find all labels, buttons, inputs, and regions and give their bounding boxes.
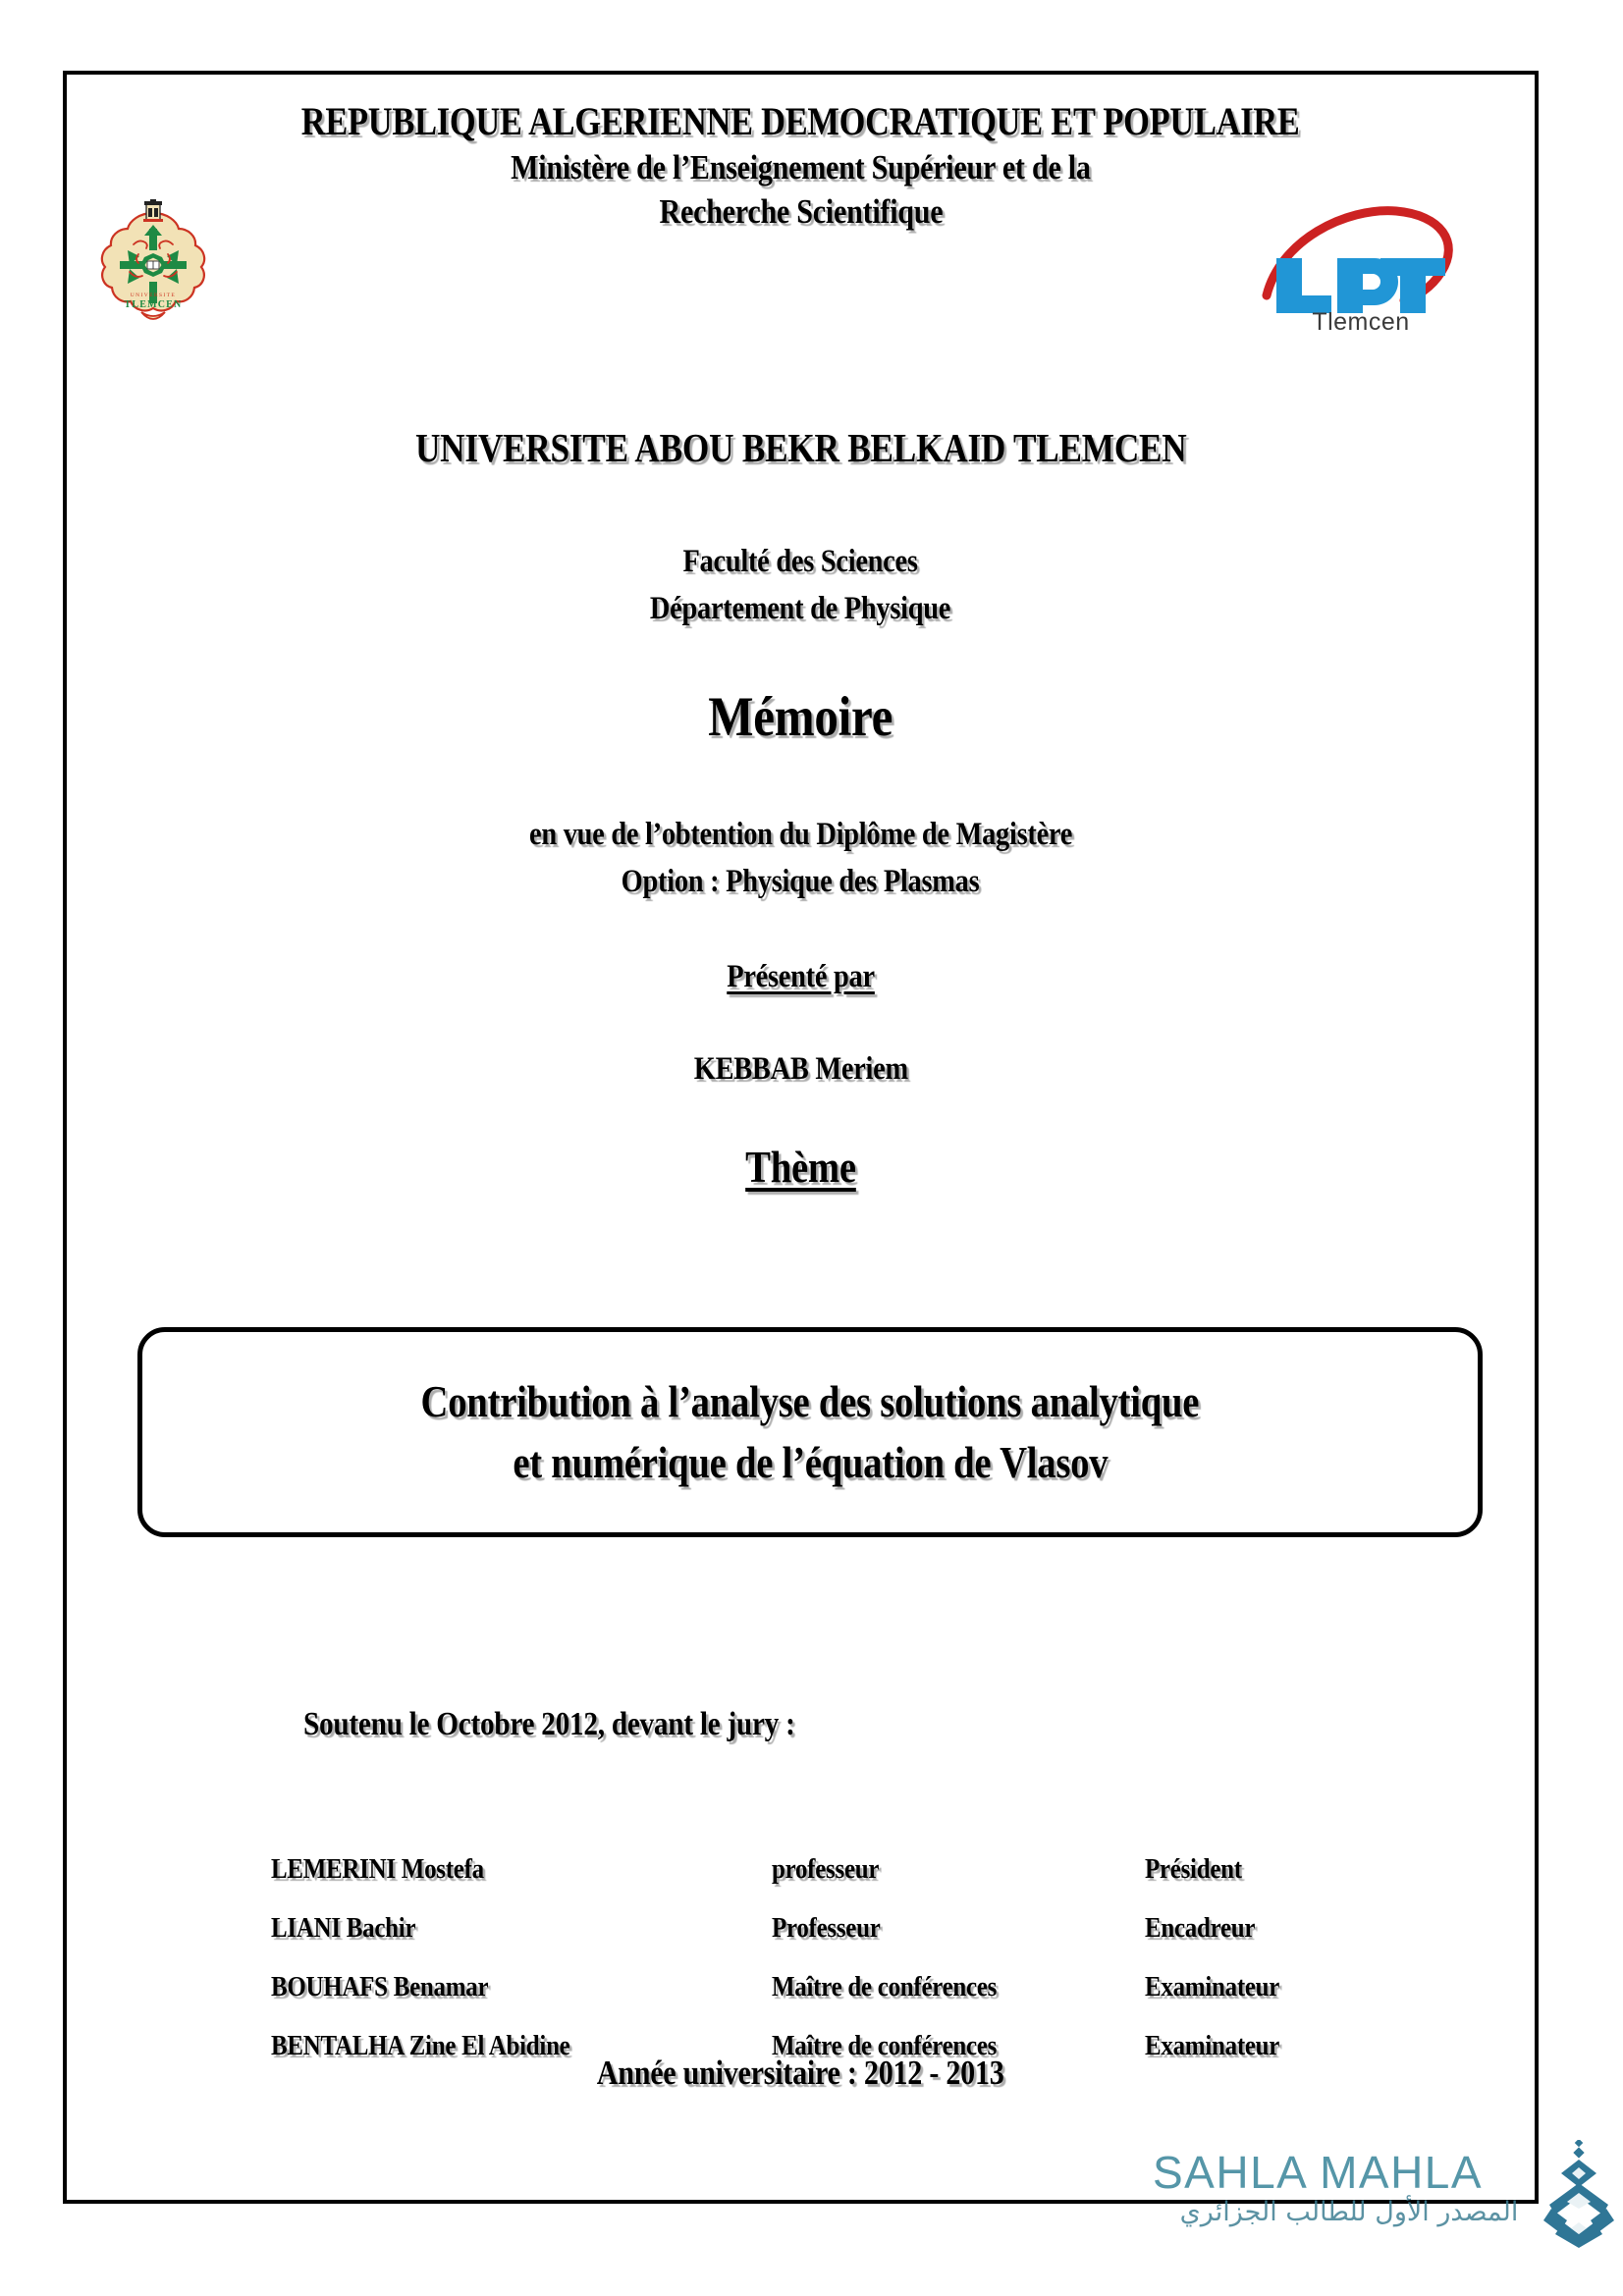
presented-by-label (63, 954, 1539, 999)
table-row (271, 1898, 1373, 1957)
spacer (63, 632, 1539, 683)
diploma-option (63, 858, 1539, 905)
spacer (63, 1092, 1539, 1139)
spacer (63, 752, 1539, 811)
spacer (63, 999, 1539, 1046)
jury-member-grade: Maître de conférences (772, 2030, 998, 2061)
spacer (63, 905, 1539, 954)
presented-by-label-text: Présenté par (727, 959, 875, 994)
faculty-name (63, 538, 1539, 585)
theme-label (63, 1139, 1539, 1196)
thesis-title (142, 1371, 1478, 1493)
department-name-text: Département de Physique (650, 591, 951, 626)
header-republic-text: REPUBLIQUE ALGERIENNE DEMOCRATIQUE ET POPULAIRE (301, 99, 1300, 143)
thesis-title-line-1-text: Contribution à l’analyse des solutions analytique (420, 1377, 1200, 1426)
spacer (63, 473, 1539, 538)
jury-member-grade: Maître de conférences (772, 1971, 998, 2002)
faculty-name-text: Faculté des Sciences (682, 544, 919, 579)
diploma-purpose-text: en vue de l’obtention du Diplôme de Magistère (528, 817, 1073, 852)
jury-member-name: BOUHAFS Benamar (271, 1971, 489, 2002)
lpt-sub-text: Tlemcen (1312, 308, 1410, 334)
thesis-title-line-1 (166, 1371, 1454, 1432)
table-row (271, 1840, 1373, 1898)
watermark-arabic-text: المصدر الأول للطالب الجزائري (1179, 2197, 1519, 2227)
jury-member-name: BENTALHA Zine El Abidine (271, 2030, 570, 2061)
header-ministry-line-1 (63, 145, 1539, 189)
defense-date-text: Soutenu le Octobre 2012, devant le jury : (302, 1706, 795, 1742)
jury-member-role: Président (1145, 1853, 1242, 1885)
svg-text:UNIVERSITE: UNIVERSITE (130, 293, 177, 298)
header-ministry-text-2: Recherche Scientifique (659, 192, 943, 231)
academic-year (63, 2050, 1539, 2097)
diploma-option-text: Option : Physique des Plasmas (622, 864, 980, 899)
theme-label-text: Thème (745, 1143, 856, 1192)
jury-member-name: LEMERINI Mostefa (271, 1853, 484, 1885)
jury-member-role: Encadreur (1145, 1912, 1256, 1944)
jury-member-role: Examinateur (1145, 1971, 1280, 2002)
thesis-title-line-2 (166, 1432, 1454, 1493)
thesis-title-box (137, 1327, 1483, 1537)
diploma-purpose (63, 811, 1539, 858)
university-name-text: UNIVERSITE ABOU BEKR BELKAID TLEMCEN (414, 425, 1187, 470)
document-kind-text: Mémoire (708, 686, 893, 748)
svg-text:TLEMCEN: TLEMCEN (124, 299, 183, 310)
thesis-title-line-2-text: et numérique de l’équation de Vlasov (512, 1438, 1109, 1487)
author-name-text: KEBBAB Meriem (693, 1051, 908, 1087)
table-row (271, 1957, 1373, 2016)
defense-jury-section (271, 1657, 1430, 2075)
author-name (63, 1046, 1539, 1092)
header-ministry-text-1: Ministère de l’Enseignement Supérieur et de la (511, 148, 1091, 187)
jury-member-grade: Professeur (772, 1912, 881, 1944)
lpt-tlemcen-logo (1259, 201, 1465, 334)
department-name (63, 585, 1539, 632)
academic-year-text: Année universitaire : 2012 - 2013 (597, 2054, 1004, 2092)
jury-member-name: LIANI Bachir (271, 1912, 416, 1944)
header-republic-line (63, 98, 1539, 145)
main-content (63, 410, 1539, 1196)
university-name (63, 422, 1539, 473)
jury-table (271, 1840, 1373, 2075)
defense-date-line (271, 1657, 1430, 1792)
jury-member-grade: professeur (772, 1853, 880, 1885)
watermark-brand-text: SAHLA MAHLA (1153, 2147, 1484, 2198)
university-seal-logo (94, 199, 212, 329)
sahla-mahla-watermark (1153, 2146, 1614, 2283)
jury-member-role: Examinateur (1145, 2030, 1280, 2061)
sahla-mahla-logo-icon (1534, 2140, 1623, 2250)
document-kind (63, 683, 1539, 752)
